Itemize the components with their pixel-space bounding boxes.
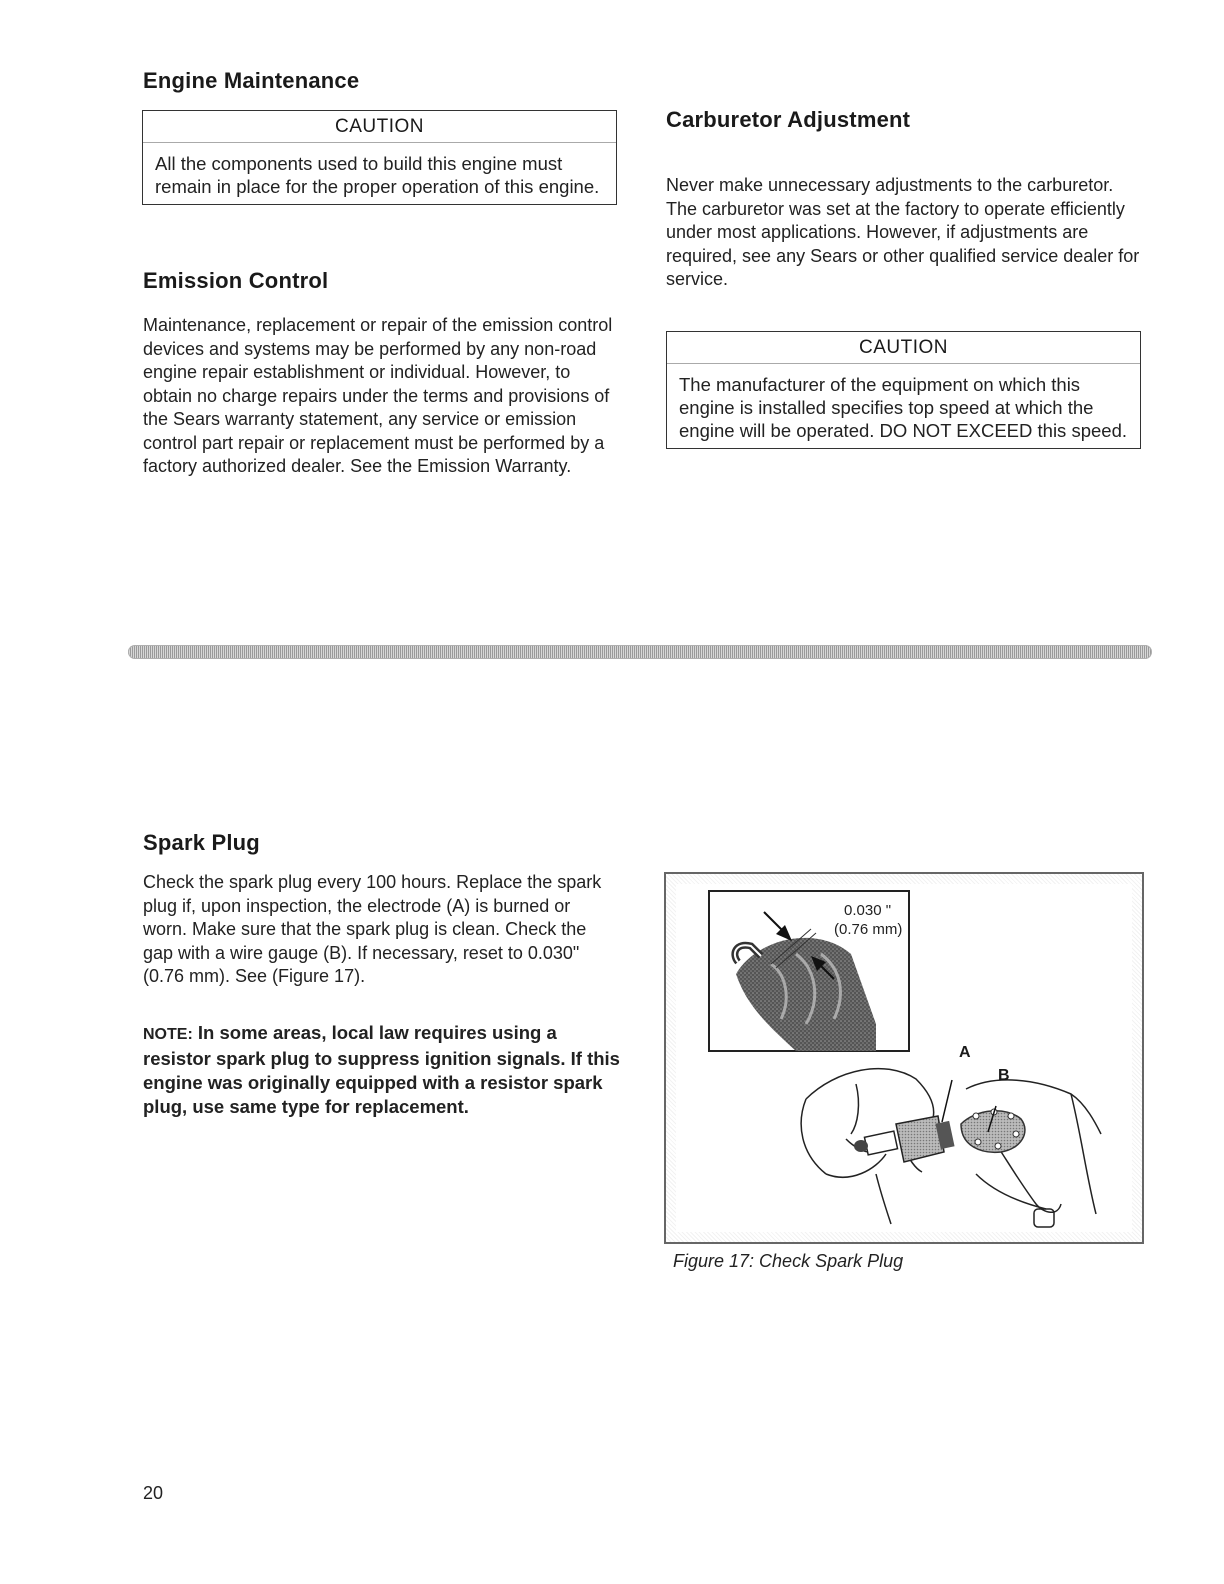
spark-plug-in-hand	[854, 1116, 955, 1162]
caution-title: CAUTION	[667, 332, 1140, 364]
label-a: A	[959, 1044, 971, 1061]
engine-maintenance-caution	[142, 110, 617, 205]
engine-maintenance-heading: Engine Maintenance	[143, 68, 360, 93]
note-label: NOTE:	[143, 1026, 193, 1043]
carburetor-caution	[666, 331, 1141, 449]
page-number: 20	[143, 1483, 164, 1503]
carburetor-adjustment-text: Never make unnecessary adjustments to the carburetor. The carburetor was set at the factory to operate efficiently under most applications. However, if adjustments are required, see any Sears or other qualified service dealer for service.	[666, 175, 1140, 289]
spark-plug-illustration	[676, 884, 1132, 1232]
note-text: In some areas, local law requires using a resistor spark plug to suppress ignition signals. If this engine was originally equipped with a resistor spark plug, use same type for replacement.	[143, 1022, 620, 1117]
emission-control-heading: Emission Control	[143, 268, 329, 293]
caution-text: The manufacturer of the equipment on which this engine is installed specifies top speed at which the engine will be operated. DO NOT EXCEED this speed.	[679, 374, 1127, 441]
label-b: B	[998, 1067, 1010, 1084]
spark-plug-heading: Spark Plug	[143, 830, 260, 855]
figure-canvas	[676, 884, 1132, 1232]
spark-plug-note	[143, 1021, 628, 1119]
spark-plug-text: Check the spark plug every 100 hours. Replace the spark plug if, upon inspection, the electrode (A) is burned or worn. Make sure that the spark plug is clean. Check the gap with a wire gauge (B). If necessary, reset to 0.030" (0.76 mm). See (Figure 17).	[143, 872, 602, 986]
caution-text: All the components used to build this engine must remain in place for the proper operation of this engine.	[155, 153, 600, 197]
gap-inch-label: 0.030 "	[844, 902, 892, 919]
section-divider	[128, 645, 1152, 659]
figure-caption: Figure 17: Check Spark Plug	[673, 1251, 904, 1271]
caution-title: CAUTION	[143, 111, 616, 143]
hand-illustration	[801, 1069, 1101, 1227]
carburetor-adjustment-heading: Carburetor Adjustment	[666, 107, 911, 132]
spark-plug-figure	[664, 872, 1144, 1244]
emission-control-text: Maintenance, replacement or repair of the emission control devices and systems may be performed by any non-road engine repair establishment or individual. However, to obtain no charge repairs under the terms and provisions of the Sears warranty statement, any service or emission control part repair or replacement must be performed by a factory authorized dealer. See the Emission Warranty.	[143, 315, 613, 476]
gap-mm-label: (0.76 mm)	[834, 921, 903, 938]
